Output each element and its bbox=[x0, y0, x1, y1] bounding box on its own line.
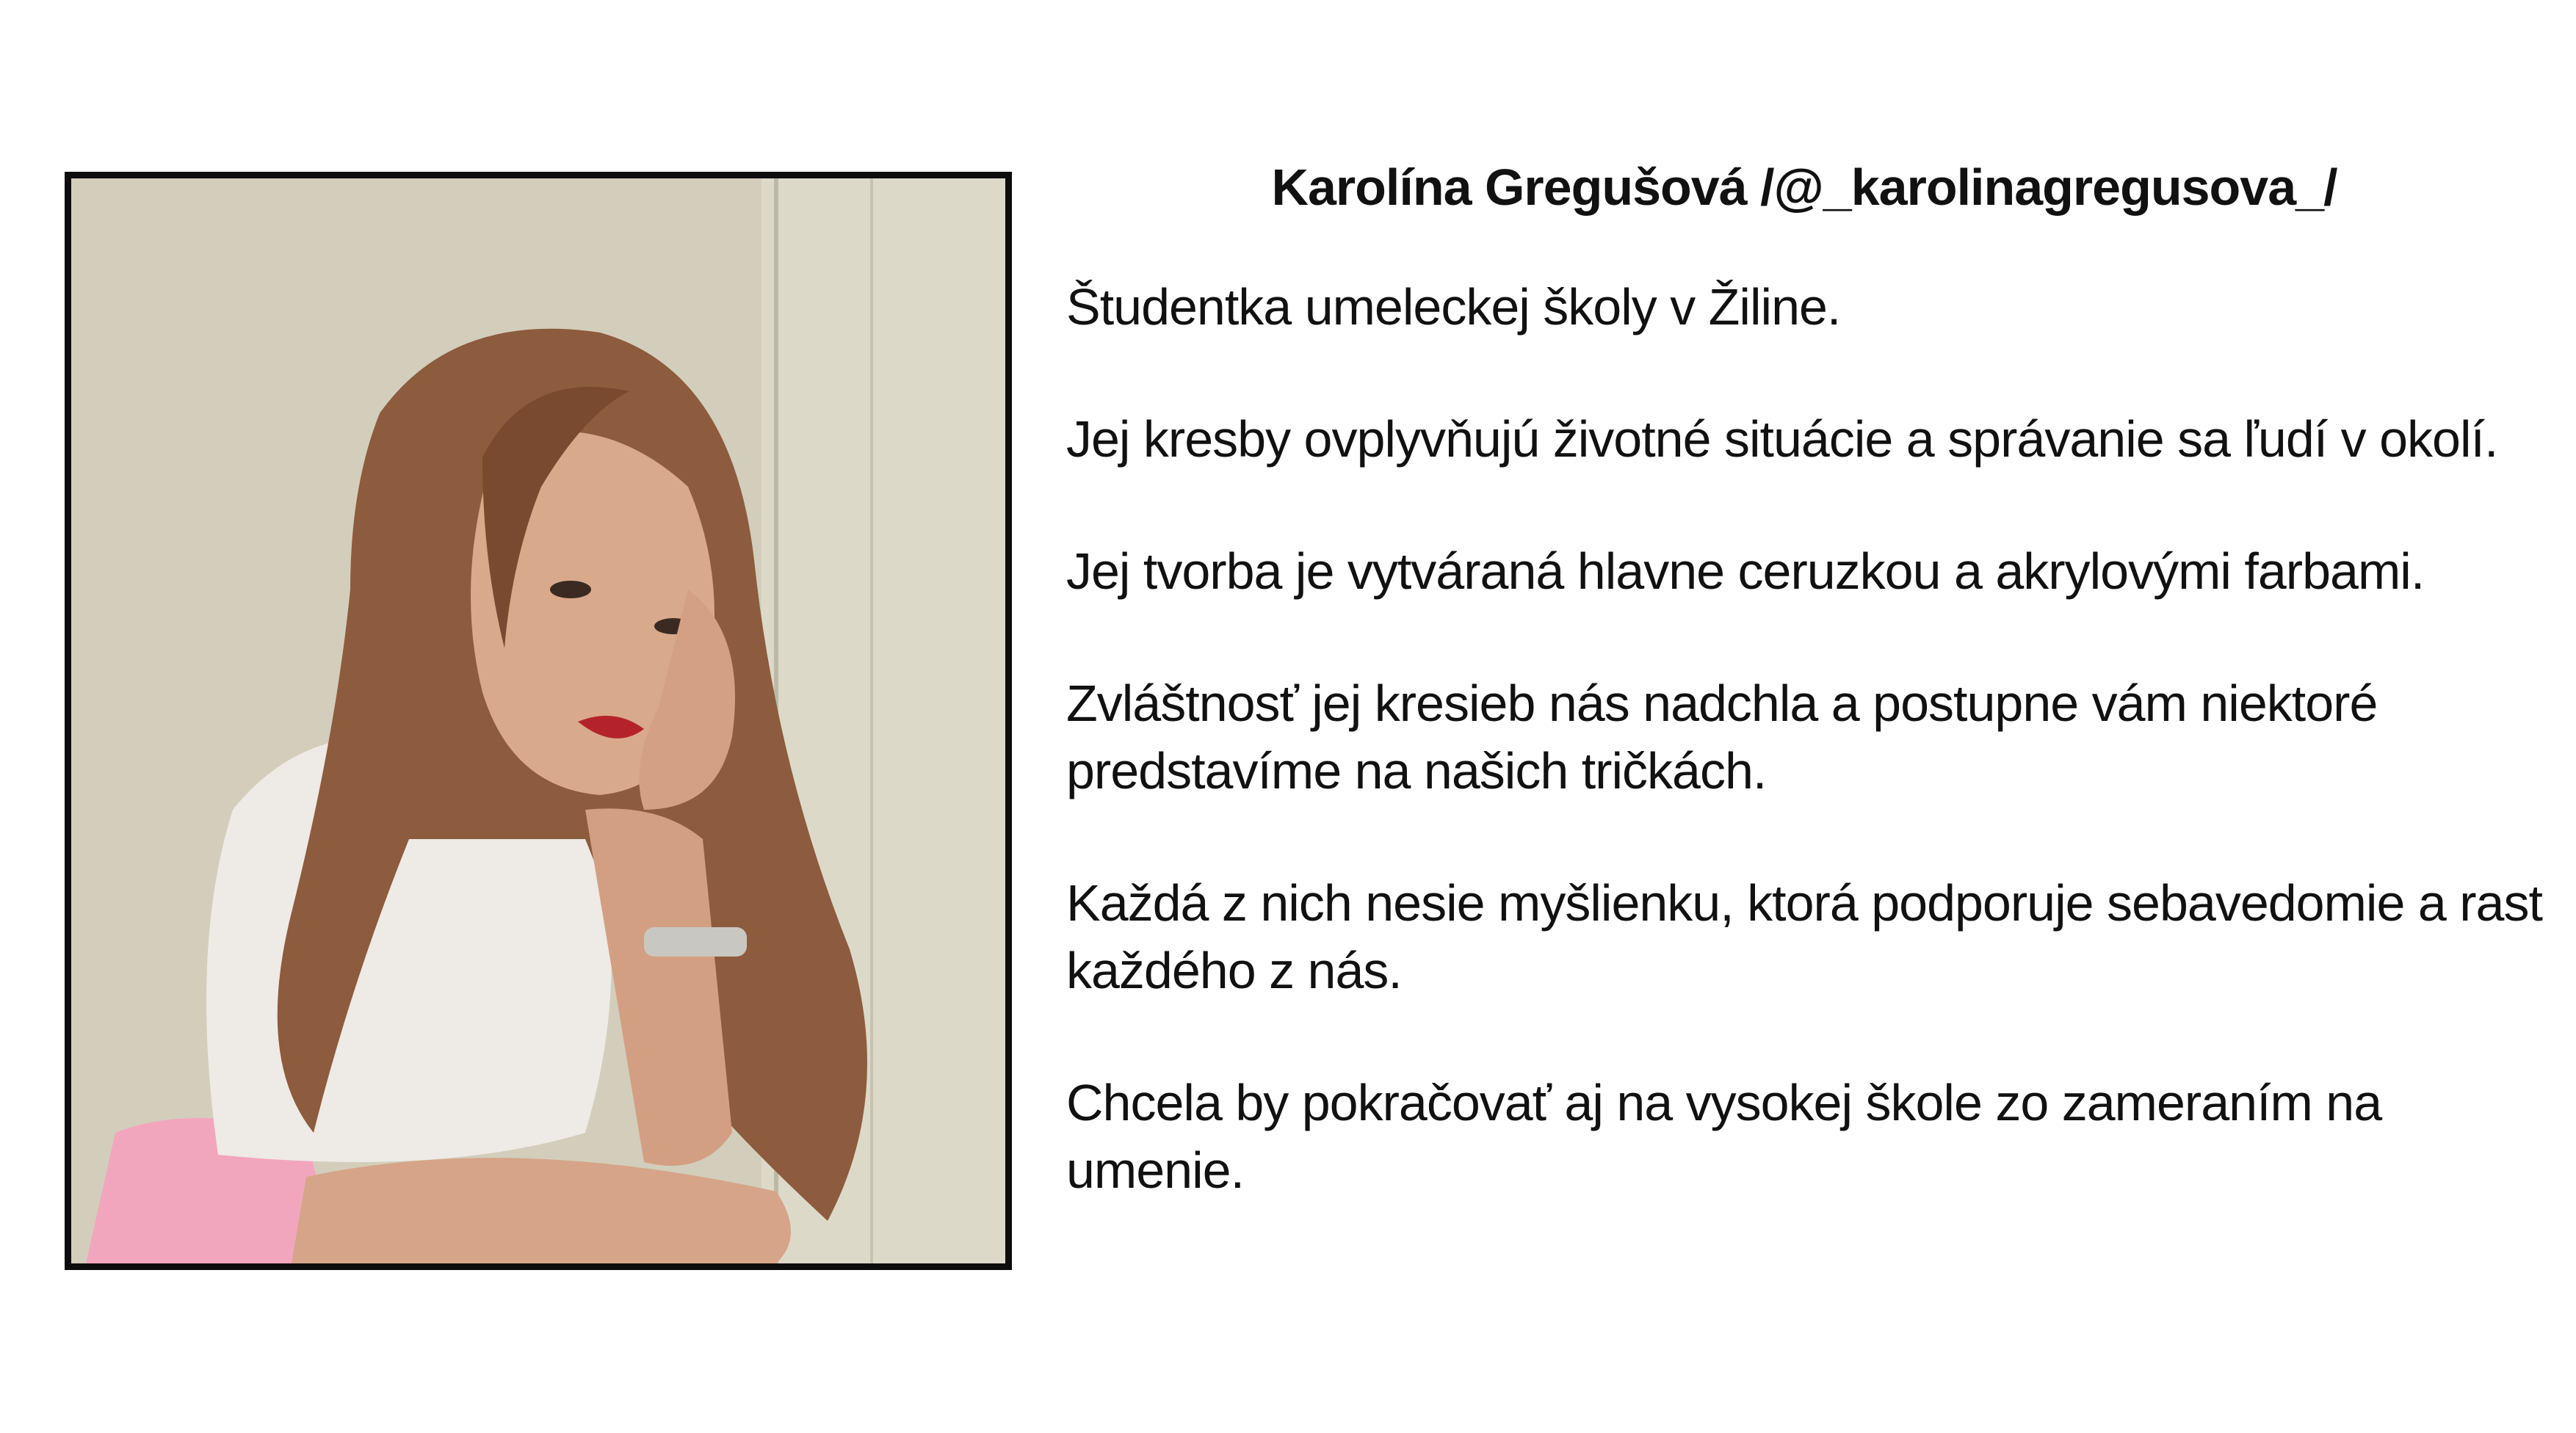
paragraph-message: Každá z nich nesie myšlienku, ktorá podporuje sebavedomie a rast každého z nás. bbox=[1066, 874, 2542, 999]
profile-title: Karolína Gregušová /@_karolinagregusova_/ bbox=[1271, 159, 2337, 216]
paragraph-medium: Jej tvorba je vytváraná hlavne ceruzkou a akrylovými farbami. bbox=[1066, 543, 2425, 600]
paragraph-school: Študentka umeleckej školy v Žiline. bbox=[1066, 278, 1841, 335]
bracelet bbox=[644, 927, 747, 957]
paragraph-future: Chcela by pokračovať aj na vysokej škole zo zameraním na umenie. bbox=[1066, 1074, 2382, 1199]
profile-text bbox=[1066, 154, 2542, 1269]
portrait-photo bbox=[65, 172, 1012, 1270]
paragraph-drawings: Jej kresby ovplyvňujú životné situácie a správanie sa ľudí v okolí. bbox=[1066, 410, 2498, 468]
portrait-illustration bbox=[71, 178, 1005, 1263]
left-eye bbox=[550, 581, 591, 598]
paragraph-tshirts: Zvláštnosť jej kresieb nás nadchla a postupne vám niektoré predstavíme na našich tričkách. bbox=[1066, 675, 2378, 799]
